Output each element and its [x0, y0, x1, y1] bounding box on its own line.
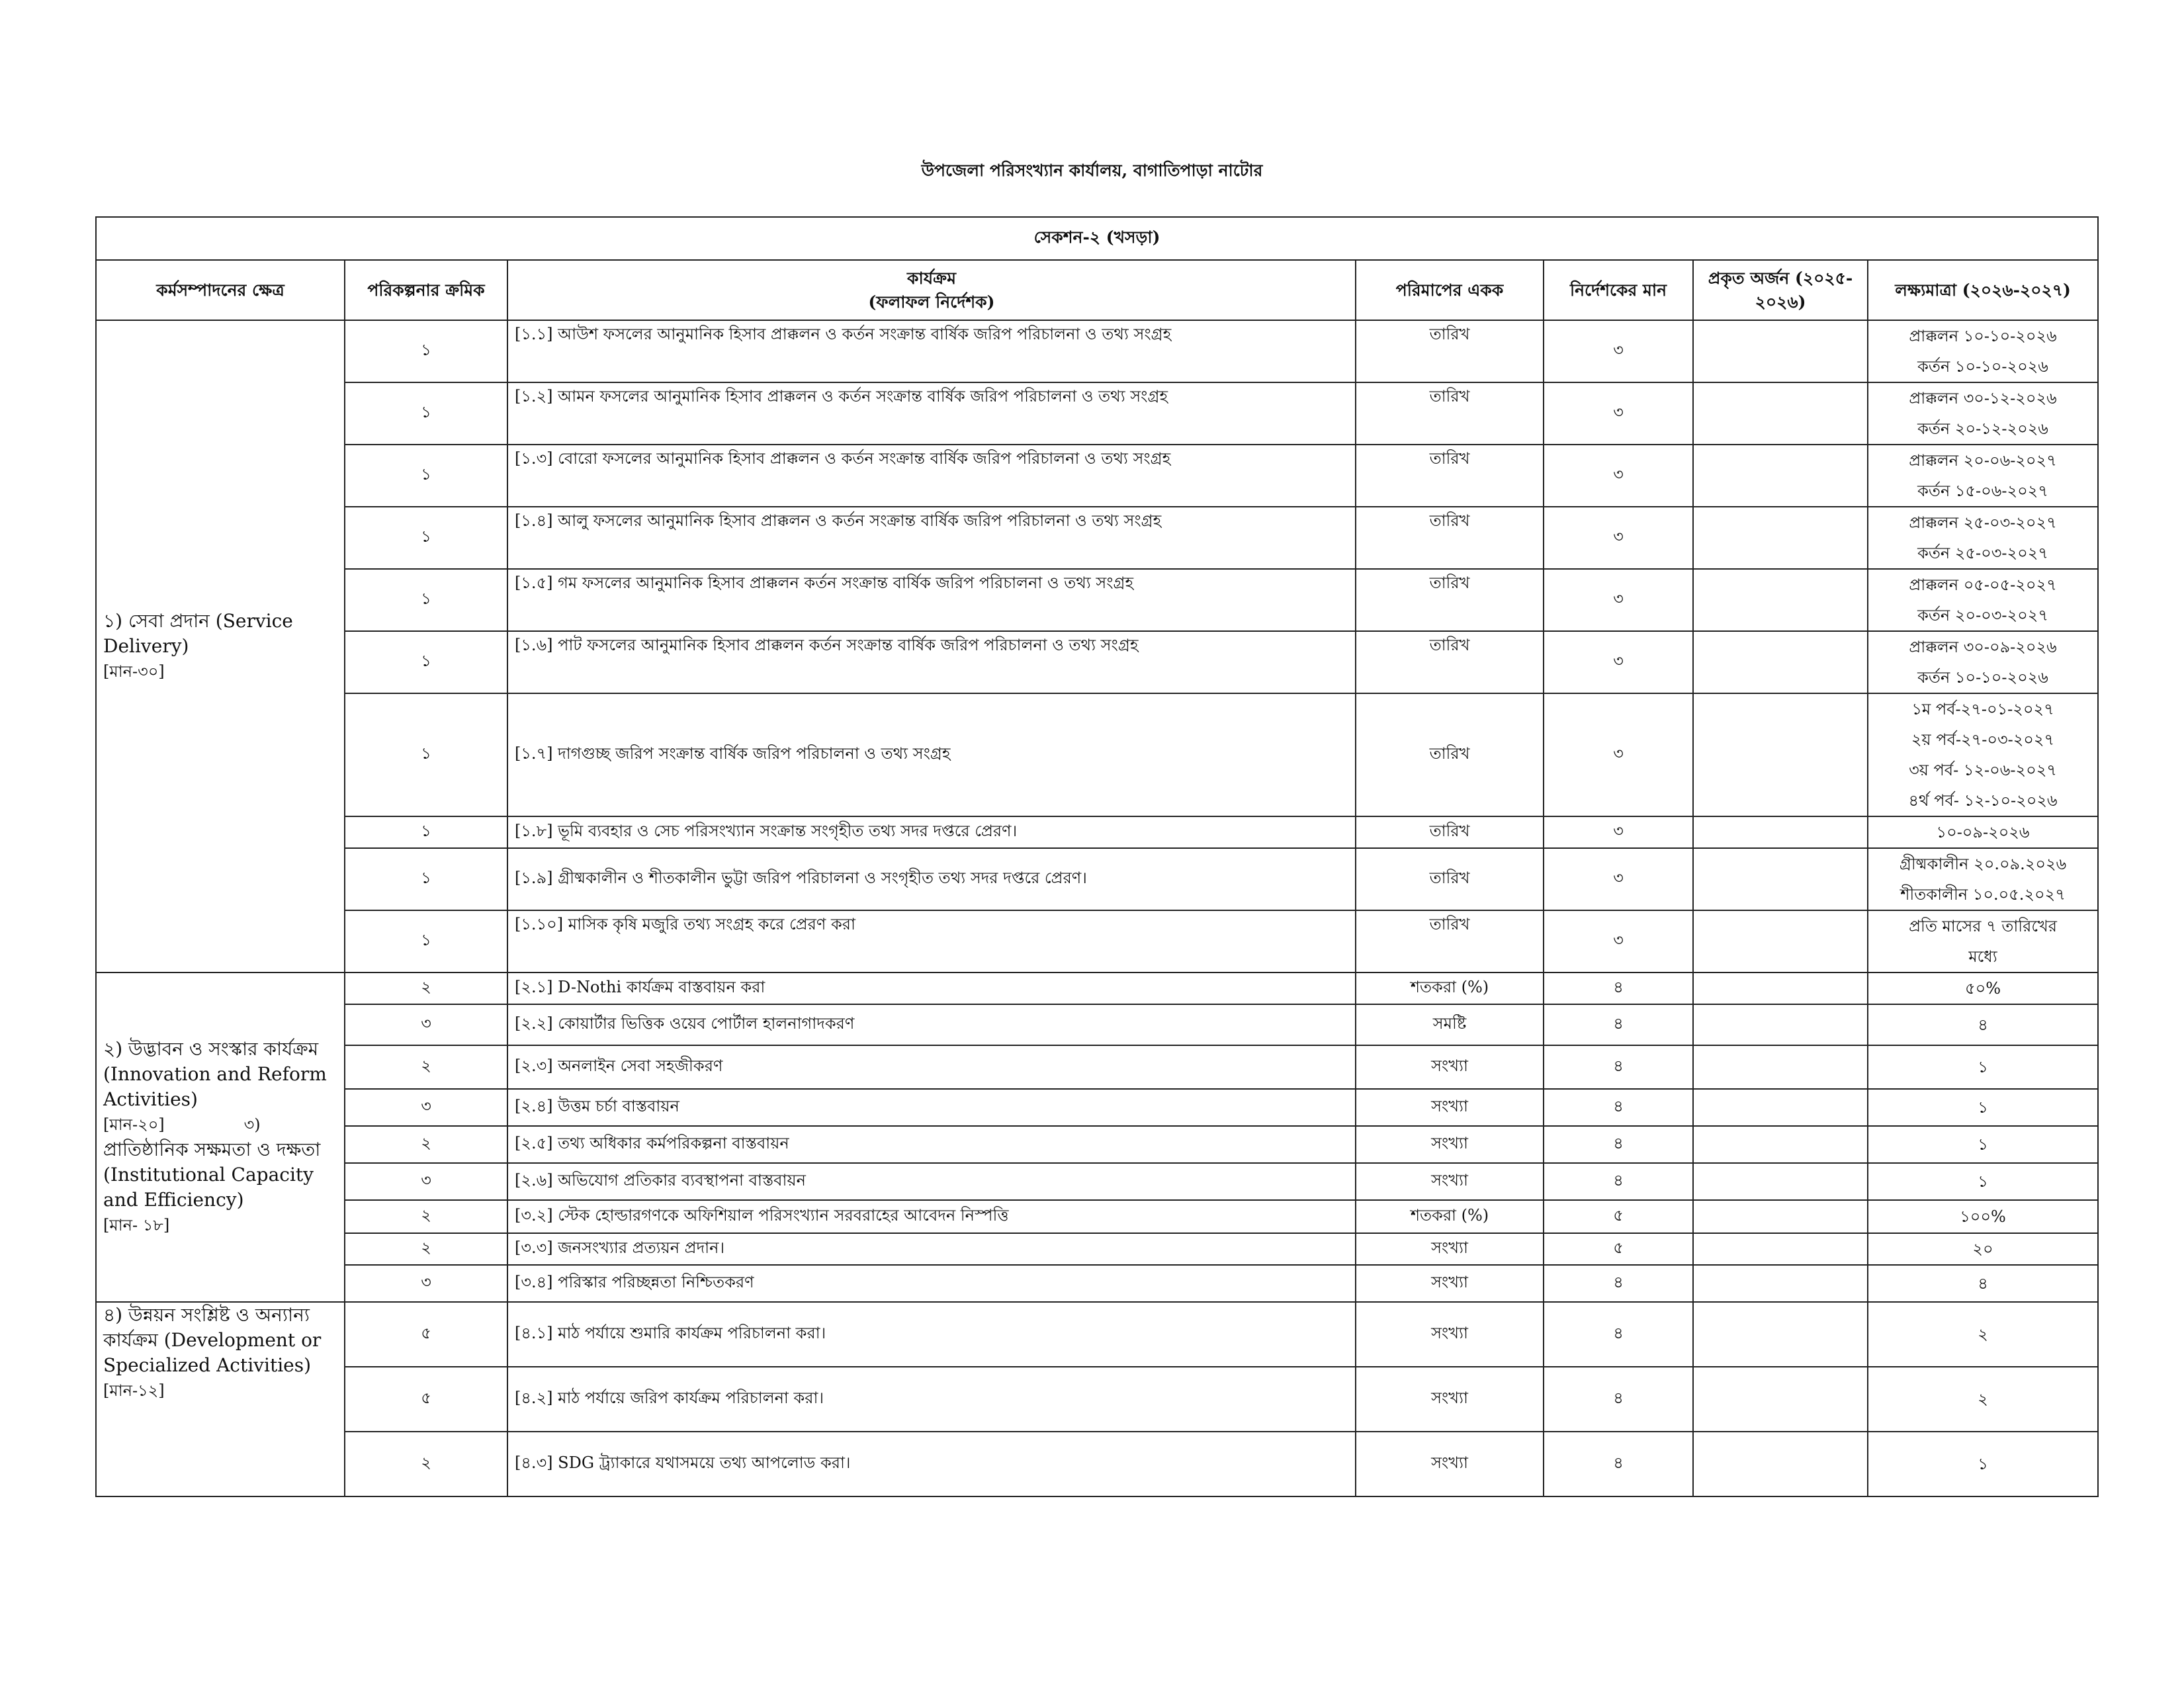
- table-row: [96, 507, 2098, 569]
- target-line: ১০০%: [1960, 1207, 2006, 1226]
- activity-cell: [১.৮] ভূমি ব্যবহার ও সেচ পরিসংখ্যান সংক্রান্ত সংগৃহীত তথ্য সদর দপ্তরে প্রেরণ।: [507, 816, 1356, 848]
- actual-cell: [1693, 382, 1868, 445]
- actual-cell: [1693, 1126, 1868, 1163]
- target-line: মধ্যে: [1968, 947, 1997, 966]
- plan-serial-cell: ২: [345, 973, 507, 1004]
- activity-cell: [৩.৩] জনসংখ্যার প্রত্যয়ন প্রদান।: [507, 1233, 1356, 1265]
- unit-cell: শতকরা (%): [1356, 1200, 1544, 1233]
- target-line: শীতকালীন ১০.০৫.২০২৭: [1900, 885, 2066, 904]
- table-row: [96, 382, 2098, 445]
- area2-weight-text: [মান-২০]: [103, 1115, 165, 1134]
- table-row: [96, 816, 2098, 848]
- performance-table: [95, 216, 2099, 1497]
- header-actual: [1693, 260, 1868, 320]
- unit-cell: তারিখ: [1356, 910, 1544, 973]
- unit-cell: সমষ্টি: [1356, 1004, 1544, 1045]
- actual-cell: [1693, 631, 1868, 693]
- unit-cell: সংখ্যা: [1356, 1302, 1544, 1367]
- target-line: ২০: [1972, 1240, 1993, 1258]
- unit-cell: তারিখ: [1356, 569, 1544, 631]
- unit-cell: তারিখ: [1356, 382, 1544, 445]
- plan-serial-cell: ২: [345, 1200, 507, 1233]
- actual-cell: [1693, 910, 1868, 973]
- unit-cell: তারিখ: [1356, 445, 1544, 507]
- indicator-value-cell: ৩: [1544, 816, 1693, 848]
- activity-cell: [৩.৪] পরিস্কার পরিচ্ছন্নতা নিশ্চিতকরণ: [507, 1265, 1356, 1302]
- activity-cell: [২.৫] তথ্য অধিকার কর্মপরিকল্পনা বাস্তবায়ন: [507, 1126, 1356, 1163]
- indicator-value-cell: ৩: [1544, 445, 1693, 507]
- target-line: ১: [1978, 1058, 1988, 1076]
- header-area: কর্মসম্পাদনের ক্ষেত্র: [96, 260, 345, 320]
- table-row: [96, 1302, 2098, 1367]
- target-line: ১: [1978, 1135, 1988, 1154]
- unit-cell: তারিখ: [1356, 693, 1544, 816]
- target-cell: [1868, 631, 2098, 693]
- actual-cell: [1693, 1302, 1868, 1367]
- table-row: [96, 1432, 2098, 1496]
- indicator-value-cell: ৩: [1544, 382, 1693, 445]
- plan-serial-cell: ২: [345, 1233, 507, 1265]
- activity-cell: [১.২] আমন ফসলের আনুমানিক হিসাব প্রাক্কলন ও কর্তন সংক্রান্ত বার্ষিক জরিপ পরিচালনা ও তথ্য সংগ্রহ: [507, 382, 1356, 445]
- area3-line2: (Institutional Capacity: [103, 1164, 314, 1186]
- plan-serial-cell: ২: [345, 1432, 507, 1496]
- table-row: [96, 320, 2098, 382]
- target-cell: [1868, 816, 2098, 848]
- area4-weight: [মান-১২]: [103, 1381, 165, 1400]
- indicator-value-cell: ৪: [1544, 1265, 1693, 1302]
- unit-cell: তারিখ: [1356, 816, 1544, 848]
- activity-cell: [১.৬] পাট ফসলের আনুমানিক হিসাব প্রাক্কলন কর্তন সংক্রান্ত বার্ষিক জরিপ পরিচালনা ও তথ্য সংগ্রহ: [507, 631, 1356, 693]
- target-line: প্রাক্কলন ১০-১০-২০২৬: [1909, 327, 2057, 345]
- activity-cell: [২.৩] অনলাইন সেবা সহজীকরণ: [507, 1045, 1356, 1089]
- activity-cell: [৪.২] মাঠ পর্যায়ে জরিপ কার্যক্রম পরিচালনা করা।: [507, 1367, 1356, 1432]
- target-line: কর্তন ২০-১২-২০২৬: [1917, 419, 2048, 438]
- target-cell: [1868, 1089, 2098, 1126]
- indicator-value-cell: ৫: [1544, 1233, 1693, 1265]
- activity-cell: [১.১] আউশ ফসলের আনুমানিক হিসাব প্রাক্কলন ও কর্তন সংক্রান্ত বার্ষিক জরিপ পরিচালনা ও তথ্য সংগ্রহ: [507, 320, 1356, 382]
- activity-cell: [২.৬] অভিযোগ প্রতিকার ব্যবস্থাপনা বাস্তবায়ন: [507, 1163, 1356, 1200]
- indicator-value-cell: ৪: [1544, 1432, 1693, 1496]
- table-row: [96, 1163, 2098, 1200]
- target-line: প্রাক্কলন ২৫-০৩-২০২৭: [1909, 513, 2057, 532]
- target-line: ২: [1978, 1390, 1988, 1408]
- target-cell: [1868, 848, 2098, 910]
- unit-cell: সংখ্যা: [1356, 1432, 1544, 1496]
- target-cell: [1868, 1302, 2098, 1367]
- unit-cell: তারিখ: [1356, 631, 1544, 693]
- table-row: [96, 1045, 2098, 1089]
- actual-cell: [1693, 1233, 1868, 1265]
- header-activity-line1: কার্যক্রম: [907, 268, 956, 288]
- target-line: কর্তন ১০-১০-২০২৬: [1917, 357, 2048, 376]
- target-line: প্রাক্কলন ০৫-০৫-২০২৭: [1909, 576, 2057, 594]
- table-row: [96, 848, 2098, 910]
- area-innovation-institutional: [103, 1037, 337, 1238]
- header-unit: পরিমাপের একক: [1356, 260, 1544, 320]
- actual-cell: [1693, 1200, 1868, 1233]
- plan-serial-cell: ১: [345, 445, 507, 507]
- target-line: ১০-০৯-২০২৬: [1936, 823, 2030, 842]
- plan-serial-cell: ২: [345, 1045, 507, 1089]
- indicator-value-cell: ৪: [1544, 1045, 1693, 1089]
- unit-cell: সংখ্যা: [1356, 1163, 1544, 1200]
- indicator-value-cell: ৫: [1544, 1200, 1693, 1233]
- actual-cell: [1693, 569, 1868, 631]
- target-cell: [1868, 910, 2098, 973]
- unit-cell: সংখ্যা: [1356, 1265, 1544, 1302]
- indicator-value-cell: ৪: [1544, 1367, 1693, 1432]
- table-row: [96, 631, 2098, 693]
- unit-cell: তারিখ: [1356, 848, 1544, 910]
- area3-number: ৩): [243, 1115, 261, 1134]
- actual-cell: [1693, 1163, 1868, 1200]
- activity-cell: [১.১০] মাসিক কৃষি মজুরি তথ্য সংগ্রহ করে প্রেরণ করা: [507, 910, 1356, 973]
- area1-weight: [মান-৩০]: [103, 662, 165, 681]
- indicator-value-cell: ৩: [1544, 693, 1693, 816]
- actual-cell: [1693, 320, 1868, 382]
- header-plan-serial: পরিকল্পনার ক্রমিক: [345, 260, 507, 320]
- plan-serial-cell: ১: [345, 569, 507, 631]
- plan-serial-cell: ১: [345, 382, 507, 445]
- target-line: প্রাক্কলন ৩০-০৯-২০২৬: [1909, 638, 2057, 656]
- header-actual-line1: প্রকৃত অর্জন (২০২৫-: [1708, 268, 1853, 288]
- unit-cell: সংখ্যা: [1356, 1089, 1544, 1126]
- target-line: কর্তন ১৫-০৬-২০২৭: [1917, 482, 2048, 500]
- indicator-value-cell: ৪: [1544, 1004, 1693, 1045]
- activity-cell: [১.৩] বোরো ফসলের আনুমানিক হিসাব প্রাক্কলন ও কর্তন সংক্রান্ত বার্ষিক জরিপ পরিচালনা ও তথ্য সংগ্রহ: [507, 445, 1356, 507]
- indicator-value-cell: ৩: [1544, 910, 1693, 973]
- target-cell: [1868, 320, 2098, 382]
- target-cell: [1868, 1233, 2098, 1265]
- target-line: ১ম পর্ব-২৭-০১-২০২৭: [1911, 700, 2054, 718]
- table-row: [96, 569, 2098, 631]
- plan-serial-cell: ২: [345, 1126, 507, 1163]
- target-cell: [1868, 382, 2098, 445]
- table-row: [96, 1367, 2098, 1432]
- table-row: [96, 910, 2098, 973]
- table-row: [96, 1089, 2098, 1126]
- table-row: [96, 973, 2098, 1004]
- plan-serial-cell: ১: [345, 507, 507, 569]
- plan-serial-cell: ৩: [345, 1265, 507, 1302]
- target-line: ১: [1978, 1098, 1988, 1117]
- actual-cell: [1693, 816, 1868, 848]
- actual-cell: [1693, 848, 1868, 910]
- activity-cell: [২.৪] উত্তম চর্চা বাস্তবায়ন: [507, 1089, 1356, 1126]
- table-row: [96, 1233, 2098, 1265]
- target-cell: [1868, 1004, 2098, 1045]
- target-cell: [1868, 569, 2098, 631]
- target-cell: [1868, 1265, 2098, 1302]
- activity-cell: [৩.২] স্টেক হোল্ডারগণকে অফিশিয়াল পরিসংখ্যান সরবরাহের আবেদন নিস্পত্তি: [507, 1200, 1356, 1233]
- table-row: [96, 1200, 2098, 1233]
- activity-cell: [২.২] কোয়ার্টার ভিত্তিক ওয়েব পোর্টাল হালনাগাদকরণ: [507, 1004, 1356, 1045]
- area3-line1: প্রাতিষ্ঠানিক সক্ষমতা ও দক্ষতা: [103, 1139, 321, 1160]
- indicator-value-cell: ৪: [1544, 1126, 1693, 1163]
- plan-serial-cell: ১: [345, 320, 507, 382]
- table-row: [96, 445, 2098, 507]
- activity-cell: [১.৭] দাগগুচ্ছ জরিপ সংক্রান্ত বার্ষিক জরিপ পরিচালনা ও তথ্য সংগ্রহ: [507, 693, 1356, 816]
- activity-cell: [২.১] D-Nothi কার্যক্রম বাস্তবায়ন করা: [507, 973, 1356, 1004]
- plan-serial-cell: ৩: [345, 1163, 507, 1200]
- actual-cell: [1693, 1089, 1868, 1126]
- target-line: কর্তন ১০-১০-২০২৬: [1917, 668, 2048, 687]
- area2-line2: (Innovation and Reform: [103, 1063, 327, 1085]
- document-title: উপজেলা পরিসংখ্যান কার্যালয়, বাগাতিপাড়া নাটোর: [921, 161, 1263, 180]
- target-line: গ্রীষ্মকালীন ২০.০৯.২০২৬: [1899, 855, 2067, 873]
- unit-cell: সংখ্যা: [1356, 1126, 1544, 1163]
- table-row: [96, 1004, 2098, 1045]
- target-cell: [1868, 1163, 2098, 1200]
- plan-serial-cell: ১: [345, 910, 507, 973]
- area1-line2: Delivery): [103, 635, 189, 657]
- area2-weight: [103, 1112, 337, 1137]
- indicator-value-cell: ৩: [1544, 848, 1693, 910]
- header-activity-line2: (ফলাফল নির্দেশক): [868, 292, 995, 312]
- target-line: প্রতি মাসের ৭ তারিখের: [1909, 917, 2057, 935]
- indicator-value-cell: ৩: [1544, 320, 1693, 382]
- actual-cell: [1693, 1004, 1868, 1045]
- target-line: ৪র্থ পর্ব- ১২-১০-২০২৬: [1908, 791, 2058, 810]
- actual-cell: [1693, 1265, 1868, 1302]
- target-cell: [1868, 1200, 2098, 1233]
- target-line: ৪: [1978, 1274, 1988, 1293]
- target-cell: [1868, 693, 2098, 816]
- indicator-value-cell: ৪: [1544, 973, 1693, 1004]
- header-target: লক্ষ্যমাত্রা (২০২৬-২০২৭): [1868, 260, 2098, 320]
- area4-line3: Specialized Activities): [103, 1354, 312, 1376]
- area-cell: [96, 320, 345, 973]
- unit-cell: সংখ্যা: [1356, 1367, 1544, 1432]
- activity-cell: [৪.১] মাঠ পর্যায়ে শুমারি কার্যক্রম পরিচালনা করা।: [507, 1302, 1356, 1367]
- target-cell: [1868, 1045, 2098, 1089]
- activity-cell: [১.৯] গ্রীষ্মকালীন ও শীতকালীন ভুট্টা জরিপ পরিচালনা ও সংগৃহীত তথ্য সদর দপ্তরে প্রেরণ।: [507, 848, 1356, 910]
- target-line: কর্তন ২৫-০৩-২০২৭: [1917, 544, 2048, 562]
- target-line: ২: [1978, 1325, 1988, 1344]
- target-cell: [1868, 1126, 2098, 1163]
- unit-cell: তারিখ: [1356, 320, 1544, 382]
- area3-line3: and Efficiency): [103, 1189, 244, 1211]
- indicator-value-cell: ৩: [1544, 631, 1693, 693]
- target-cell: [1868, 1367, 2098, 1432]
- header-row: [96, 260, 2098, 320]
- section-title-row: [96, 217, 2098, 260]
- area2-line3: Activities): [103, 1088, 198, 1110]
- target-cell: [1868, 973, 2098, 1004]
- plan-serial-cell: ৫: [345, 1367, 507, 1432]
- indicator-value-cell: ৪: [1544, 1089, 1693, 1126]
- header-indicator-value: নির্দেশকের মান: [1544, 260, 1693, 320]
- target-cell: [1868, 507, 2098, 569]
- table-row: [96, 1265, 2098, 1302]
- area-development: [103, 1303, 337, 1403]
- actual-cell: [1693, 1367, 1868, 1432]
- actual-cell: [1693, 973, 1868, 1004]
- table-row: [96, 693, 2098, 816]
- target-line: প্রাক্কলন ৩০-১২-২০২৬: [1909, 389, 2057, 408]
- target-line: কর্তন ২০-০৩-২০২৭: [1917, 606, 2048, 625]
- activity-cell: [৪.৩] SDG ট্র্যাকারে যথাসময়ে তথ্য আপলোড করা।: [507, 1432, 1356, 1496]
- actual-cell: [1693, 693, 1868, 816]
- target-cell: [1868, 445, 2098, 507]
- plan-serial-cell: ৫: [345, 1302, 507, 1367]
- indicator-value-cell: ৪: [1544, 1302, 1693, 1367]
- area3-weight: [মান- ১৮]: [103, 1216, 170, 1234]
- header-activity: [507, 260, 1356, 320]
- table-row: [96, 1126, 2098, 1163]
- plan-serial-cell: ৩: [345, 1089, 507, 1126]
- target-line: ১: [1978, 1172, 1988, 1191]
- plan-serial-cell: ১: [345, 816, 507, 848]
- activity-cell: [১.৫] গম ফসলের আনুমানিক হিসাব প্রাক্কলন কর্তন সংক্রান্ত বার্ষিক জরিপ পরিচালনা ও তথ্য সংগ্রহ: [507, 569, 1356, 631]
- target-cell: [1868, 1432, 2098, 1496]
- actual-cell: [1693, 445, 1868, 507]
- activity-cell: [১.৪] আলু ফসলের আনুমানিক হিসাব প্রাক্কলন ও কর্তন সংক্রান্ত বার্ষিক জরিপ পরিচালনা ও তথ্য সংগ্রহ: [507, 507, 1356, 569]
- actual-cell: [1693, 1045, 1868, 1089]
- area2-line1: ২) উদ্ভাবন ও সংস্কার কার্যক্রম: [103, 1038, 319, 1060]
- unit-cell: তারিখ: [1356, 507, 1544, 569]
- target-line: ৫০%: [1965, 979, 2001, 998]
- target-line: ৩য় পর্ব- ১২-০৬-২০২৭: [1909, 761, 2057, 779]
- area-service-delivery: [103, 609, 337, 684]
- indicator-value-cell: ৩: [1544, 507, 1693, 569]
- actual-cell: [1693, 507, 1868, 569]
- indicator-value-cell: ৪: [1544, 1163, 1693, 1200]
- unit-cell: শতকরা (%): [1356, 973, 1544, 1004]
- actual-cell: [1693, 1432, 1868, 1496]
- area-cell: [96, 1302, 345, 1496]
- target-line: ৪: [1978, 1016, 1988, 1034]
- area4-line2: কার্যক্রম (Development or: [103, 1329, 322, 1351]
- unit-cell: সংখ্যা: [1356, 1233, 1544, 1265]
- plan-serial-cell: ১: [345, 848, 507, 910]
- header-actual-line2: ২০২৬): [1755, 292, 1806, 312]
- plan-serial-cell: ১: [345, 631, 507, 693]
- plan-serial-cell: ৩: [345, 1004, 507, 1045]
- area4-line1: ৪) উন্নয়ন সংশ্লিষ্ট ও অন্যান্য: [103, 1304, 310, 1326]
- area1-line1: ১) সেবা প্রদান (Service: [103, 610, 293, 632]
- area-cell: [96, 973, 345, 1302]
- target-line: ১: [1978, 1455, 1988, 1473]
- plan-serial-cell: ১: [345, 693, 507, 816]
- indicator-value-cell: ৩: [1544, 569, 1693, 631]
- section-title: সেকশন-২ (খসড়া): [96, 217, 2098, 260]
- target-line: প্রাক্কলন ২০-০৬-২০২৭: [1909, 451, 2057, 470]
- unit-cell: সংখ্যা: [1356, 1045, 1544, 1089]
- target-line: ২য় পর্ব-২৭-০৩-২০২৭: [1911, 730, 2055, 749]
